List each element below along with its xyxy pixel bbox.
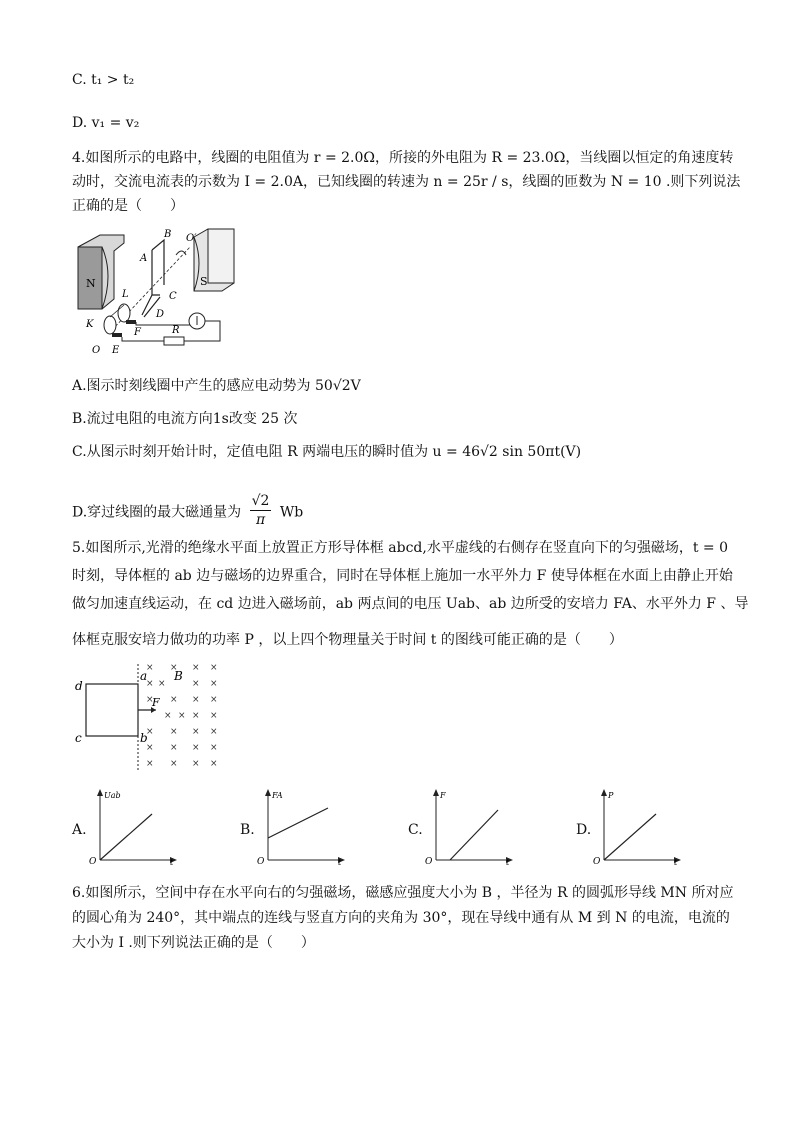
label-e: E bbox=[112, 345, 120, 356]
q4-option-d-unit: Wb bbox=[279, 504, 304, 521]
graph-c-origin: O bbox=[425, 857, 433, 866]
label-o1: O′ bbox=[186, 233, 197, 244]
svg-text:×: × bbox=[192, 743, 200, 753]
svg-text:×: × bbox=[210, 663, 218, 673]
q4-option-c: C.从图示时刻开始计时，定值电阻 R 两端电压的瞬时值为 u = 46√2 sin 50πt(V) bbox=[72, 444, 582, 460]
graph-a-option: A. bbox=[72, 822, 87, 838]
svg-text:×: × bbox=[192, 695, 200, 705]
q5-stem-line1: 5.如图所示,光滑的绝缘水平面上放置正方形导体框 abcd,水平虚线的右侧存在竖直向下的匀强磁场，t = 0 bbox=[72, 540, 728, 556]
svg-text:×: × bbox=[210, 743, 218, 753]
graph-b-origin: O bbox=[257, 857, 265, 866]
q4-stem-line2: 动时，交流电流表的示数为 I = 2.0A，已知线圈的转速为 n = 25r / s，线圈的匝数为 N = 10 .则下列说法 bbox=[72, 174, 741, 190]
graph-c bbox=[424, 786, 516, 866]
prev-option-c: C. t₁ > t₂ bbox=[72, 72, 135, 88]
q5-stem-line4: 体框克服安培力做功的功率 P ，以上四个物理量关于时间 t 的图线可能正确的是（ ） bbox=[72, 632, 623, 648]
svg-text:×: × bbox=[146, 727, 154, 737]
graph-b-curve bbox=[268, 808, 328, 838]
q5-stem-line3: 做匀加速直线运动，在 cd 边进入磁场前，ab 两点间的电压 Uab、ab 边所受的安培力 FA、水平外力 F 、导 bbox=[72, 596, 749, 612]
svg-text:×: × bbox=[170, 727, 178, 737]
svg-text:×: × bbox=[170, 743, 178, 753]
q4-option-a: A.图示时刻线圈中产生的感应电动势为 50√2V bbox=[72, 378, 361, 394]
graph-a-curve bbox=[100, 814, 152, 860]
svg-text:×: × bbox=[210, 759, 218, 769]
label-d: d bbox=[75, 679, 83, 693]
q4-generator-figure bbox=[72, 225, 247, 360]
svg-text:×: × bbox=[164, 711, 172, 721]
svg-text:×: × bbox=[210, 727, 218, 737]
svg-text:×: × bbox=[146, 759, 154, 769]
svg-text:×: × bbox=[146, 679, 154, 689]
q6-stem-line3: 大小为 I .则下列说法正确的是（ ） bbox=[72, 935, 315, 951]
label-f: F bbox=[134, 327, 141, 338]
label-force-f: F bbox=[152, 696, 160, 709]
q4-stem-line1: 4.如图所示的电路中，线圈的电阻值为 r = 2.0Ω，所接的外电阻为 R = 23.0Ω，当线圈以恒定的角速度转 bbox=[72, 150, 734, 166]
q6-stem-line2: 的圆心角为 240°，其中端点的连线与竖直方向的夹角为 30°，现在导线中通有从 M 到 N 的电流，电流的 bbox=[72, 910, 730, 926]
svg-text:×: × bbox=[210, 679, 218, 689]
q4-stem-line3: 正确的是（ ） bbox=[72, 198, 184, 214]
svg-text:×: × bbox=[192, 727, 200, 737]
graph-d-origin: O bbox=[593, 857, 601, 866]
label-b: B bbox=[164, 229, 172, 240]
svg-text:×: × bbox=[192, 759, 200, 769]
q4-option-d bbox=[72, 494, 303, 531]
graph-c-ylabel: F bbox=[440, 791, 446, 800]
graph-d-option: D. bbox=[576, 822, 592, 838]
svg-text:×: × bbox=[192, 711, 200, 721]
graph-a-xlabel: t bbox=[170, 858, 174, 866]
graph-b-option: B. bbox=[240, 822, 255, 838]
label-b: b bbox=[140, 731, 148, 745]
svg-text:×: × bbox=[210, 711, 218, 721]
svg-text:×: × bbox=[146, 663, 154, 673]
q4-option-d-prefix: D.穿过线圈的最大磁通量为 bbox=[72, 504, 242, 521]
label-s: S bbox=[200, 275, 208, 288]
graph-d bbox=[592, 786, 684, 866]
label-o: O bbox=[92, 345, 101, 356]
label-a: a bbox=[140, 669, 148, 683]
graph-c-curve bbox=[450, 810, 498, 860]
svg-text:×: × bbox=[146, 695, 154, 705]
q4-option-d-denominator: π bbox=[255, 512, 266, 528]
label-c: C bbox=[169, 291, 177, 302]
graph-c-option: C. bbox=[408, 822, 423, 838]
graph-a-ylabel: Uab bbox=[104, 791, 121, 800]
q4-option-b: B.流过电阻的电流方向1s改变 25 次 bbox=[72, 411, 298, 427]
graph-b-ylabel: FA bbox=[272, 791, 283, 800]
svg-text:×: × bbox=[170, 759, 178, 769]
q4-option-d-numerator: √2 bbox=[251, 493, 270, 509]
label-field-b: B bbox=[174, 669, 183, 683]
svg-text:×: × bbox=[178, 711, 186, 721]
graph-c-xlabel: t bbox=[506, 858, 510, 866]
svg-text:×: × bbox=[192, 663, 200, 673]
n-magnet bbox=[78, 235, 124, 309]
label-c: c bbox=[75, 731, 82, 745]
q5-frame-figure bbox=[72, 660, 232, 775]
svg-text:×: × bbox=[210, 695, 218, 705]
graph-b bbox=[256, 786, 348, 866]
label-n: N bbox=[86, 277, 96, 290]
svg-text:×: × bbox=[170, 695, 178, 705]
graph-d-xlabel: t bbox=[674, 858, 678, 866]
graph-b-xlabel: t bbox=[338, 858, 342, 866]
graph-d-curve bbox=[604, 814, 656, 860]
graph-d-ylabel: P bbox=[608, 791, 614, 800]
graph-a bbox=[88, 786, 180, 866]
svg-text:×: × bbox=[192, 679, 200, 689]
q5-stem-line2: 时刻，导体框的 ab 边与磁场的边界重合，同时在导体框上施加一水平外力 F 使导体框在水面上由静止开始 bbox=[72, 568, 733, 584]
svg-text:×: × bbox=[146, 743, 154, 753]
svg-text:×: × bbox=[158, 679, 166, 689]
label-a: A bbox=[140, 253, 148, 264]
q6-stem-line1: 6.如图所示，空间中存在水平向右的匀强磁场，磁感应强度大小为 B ，半径为 R 的圆弧形导线 MN 所对应 bbox=[72, 885, 734, 901]
graph-a-origin: O bbox=[89, 857, 97, 866]
prev-option-d: D. v₁ = v₂ bbox=[72, 115, 140, 131]
svg-text:×: × bbox=[170, 663, 178, 673]
label-r: R bbox=[172, 325, 180, 336]
label-d: D bbox=[156, 309, 165, 320]
label-l: L bbox=[122, 289, 129, 300]
conductor-frame bbox=[86, 684, 138, 736]
label-k: K bbox=[86, 319, 94, 330]
